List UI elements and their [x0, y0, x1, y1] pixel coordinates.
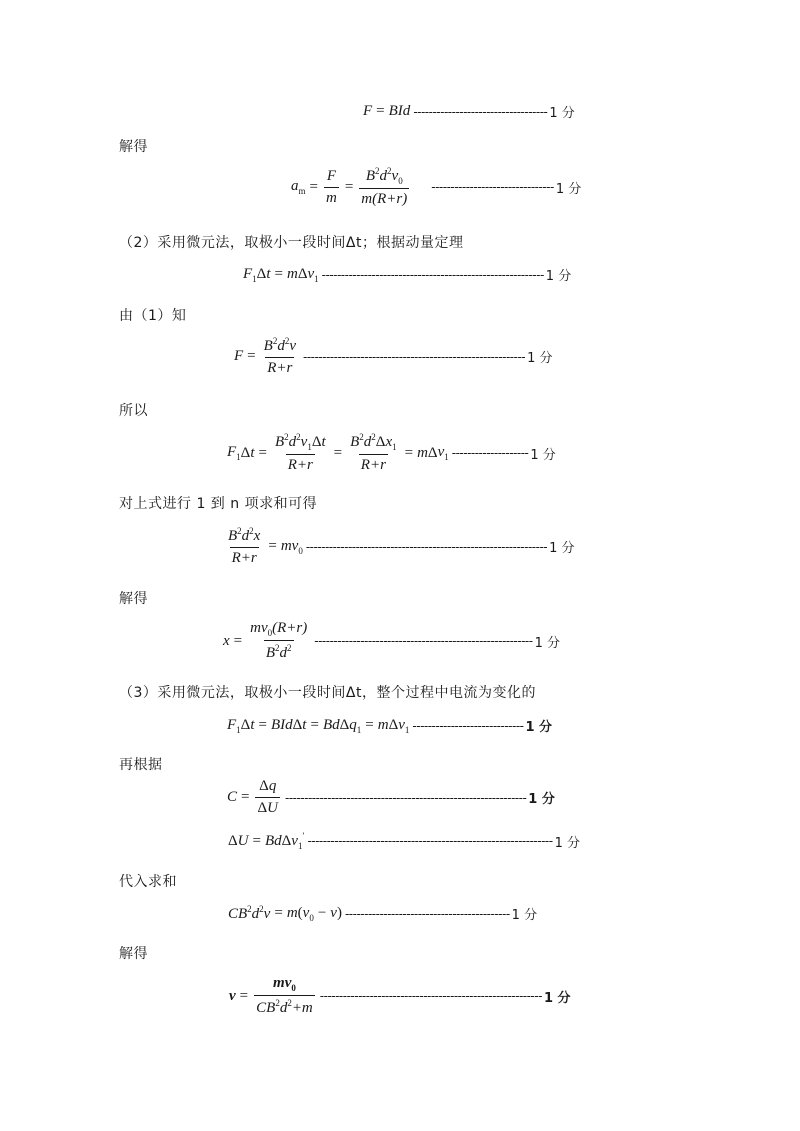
- label-solve: 解得: [119, 139, 148, 155]
- score-leader: --------------------: [451, 446, 529, 460]
- score-mark: 1 分: [549, 541, 575, 556]
- equation-acceleration: $a_m$ = $\frac{F}{m}$ = $\frac{B^2d^2v_0}{m(R+r)}$ -------------------------------- 1 分: [291, 166, 582, 207]
- equation-charge: $F_1$ Δ t = BId Δ t = Bd Δ $q_1$ = m Δ $v_1$ ----------------------------- 1 分: [227, 716, 553, 735]
- equation-summed: $CB^2d^2v$ = m ( $v_0$ − v ) ------------------------------------------- 1 分: [228, 904, 538, 923]
- score-leader: --------------------------------: [431, 180, 554, 194]
- equation-voltage: Δ U = Bd Δ $v_1'$ ---------------------------------------------------------------- 1 分: [228, 831, 580, 851]
- score-mark: 1 分: [530, 447, 556, 463]
- equation-force: F = BId ----------------------------------- 1 分: [363, 103, 575, 121]
- label-solve: 解得: [119, 946, 148, 962]
- label-solve: 解得: [119, 591, 148, 607]
- score-leader: ---------------------------------------------------------------: [305, 539, 548, 554]
- score-leader: ---------------------------------------------------------: [314, 634, 533, 648]
- score-leader: ---------------------------------------------------------------: [284, 790, 527, 805]
- label-sum: 对上式进行 1 到 n 项求和可得: [119, 496, 318, 512]
- equation-force-velocity: F = $\frac{B^2d^2v}{R+r}$ ---------------------------------------------------------- 1 分: [234, 336, 553, 376]
- label-from1: 由（1）知: [119, 308, 187, 324]
- equation-final-velocity: v = $\frac{mv_0}{CB^2d^2+m}$ ---------------------------------------------------------- 1 分: [229, 975, 571, 1016]
- score-mark: 1 分: [528, 792, 555, 807]
- score-mark: 1 分: [525, 720, 553, 735]
- label-part3: （3）采用微元法，取极小一段时间Δt，整个过程中电流为变化的: [119, 685, 536, 701]
- equation-sum: $\frac{B^2d^2x}{R+r}$ = $mv_0$ --------------------------------------------------------------- 1 分: [228, 526, 575, 566]
- score-mark: 1 分: [555, 181, 582, 197]
- score-mark: 1 分: [527, 351, 553, 366]
- label-substitute: 代入求和: [119, 874, 177, 890]
- score-mark: 1 分: [545, 269, 572, 284]
- equation-momentum: $F_1$ Δ t = m Δ $v_1$ ---------------------------------------------------------- 1 分: [243, 265, 572, 284]
- score-leader: -----------------------------: [412, 718, 524, 733]
- equation-impulse: $F_1$ Δ t = $\frac{B^2d^2v_1\Delta t}{R+r}$ = $\frac{B^2d^2\Delta x_1}{R+r}$ = m Δ $v_1$ -------------------- 1 分: [227, 432, 556, 473]
- label-then: 再根据: [119, 757, 163, 773]
- equation-displacement: x = $\frac{mv_0(R+r)}{B^2d^2}$ --------------------------------------------------------- 1 分: [223, 620, 560, 661]
- score-mark: 1 分: [534, 635, 560, 651]
- score-mark: 1 分: [554, 835, 580, 851]
- score-mark: 1 分: [511, 908, 538, 923]
- score-leader: ----------------------------------------------------------: [321, 267, 544, 282]
- score-leader: ----------------------------------------------------------: [319, 989, 542, 1003]
- equation-capacitance: C = $\frac{\Delta q}{\Delta U}$ --------------------------------------------------------------- 1 分: [227, 778, 555, 816]
- score-mark: 1 分: [543, 990, 571, 1006]
- label-therefore: 所以: [119, 403, 148, 419]
- score-leader: ----------------------------------------------------------: [302, 349, 526, 364]
- score-leader: -----------------------------------: [413, 104, 548, 119]
- score-leader: ----------------------------------------------------------------: [307, 834, 553, 848]
- score-mark: 1 分: [549, 106, 575, 121]
- label-part2: （2）采用微元法，取极小一段时间Δt；根据动量定理: [119, 235, 464, 251]
- score-leader: -------------------------------------------: [344, 906, 510, 921]
